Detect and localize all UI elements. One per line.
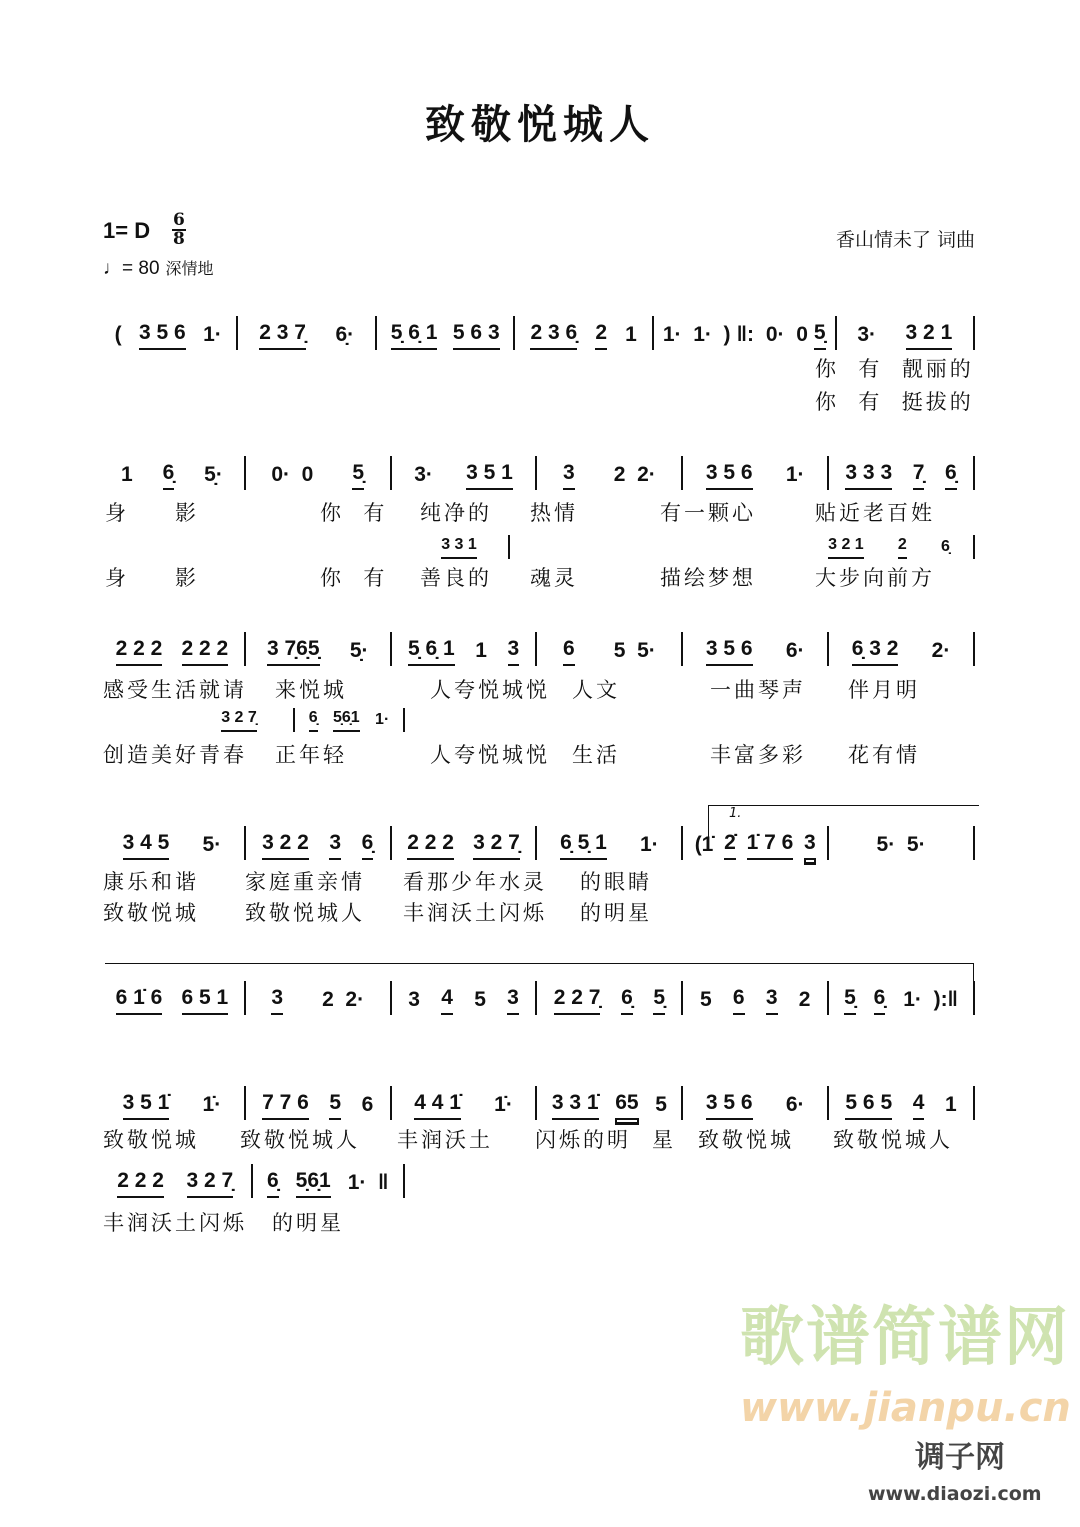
note-group: 5 6 5 (845, 1091, 892, 1120)
lyric-segment: 善良的 (420, 566, 492, 590)
lyric-segment: 你 有 (320, 566, 388, 590)
measure (654, 320, 835, 350)
lyric-segment: 闪烁的明 (535, 1128, 631, 1152)
measure (100, 830, 244, 860)
measure (837, 320, 973, 350)
note-group: 2 2 2 (116, 637, 163, 666)
note-group: 5 (329, 1091, 341, 1120)
note-group: 1̇· (494, 1093, 513, 1116)
note-group: 1· (640, 833, 659, 856)
notation-line (100, 830, 975, 860)
note-group: 2 2 7̣ (554, 986, 601, 1015)
measure (829, 460, 973, 490)
measure (246, 636, 390, 666)
measure (377, 320, 513, 350)
note-group: 4 4 1̇ (414, 1091, 461, 1120)
note-group: 3 4 5 (123, 831, 170, 860)
measure (185, 708, 293, 732)
note-group: 6̣ (874, 986, 886, 1015)
note-group: 1 (944, 1093, 957, 1116)
note-group: 1̇· (202, 1093, 222, 1116)
lyric-segment: 致敬悦城 (698, 1128, 794, 1152)
notation-line (100, 460, 975, 490)
notation-line (100, 1090, 975, 1120)
author-credit: 香山情未了 词曲 (835, 229, 975, 251)
lyric-segment: 你 有 靓丽的 (815, 357, 974, 381)
note-group: 5̣6̣1 (333, 708, 360, 732)
note-group: 3 5 6 (706, 1091, 753, 1120)
lyric-segment: 身 (105, 566, 129, 590)
note-group: 5· (202, 833, 222, 856)
note-group: 6̣ 5̣ 1 (560, 831, 607, 860)
lyric-segment: 正年轻 (275, 743, 347, 767)
note-group: 1· (375, 711, 390, 728)
measure (100, 460, 244, 490)
measure (410, 535, 508, 559)
lyric-segment: 丰润沃土闪烁 (103, 1211, 247, 1235)
note-group: 5 5· (613, 639, 656, 662)
lyric-segment: 丰润沃土闪烁 (403, 901, 547, 925)
lyric-segment: 的明星 (272, 1211, 344, 1235)
lyric-segment: 热情 (530, 501, 578, 525)
volta-label: 1. (729, 806, 742, 821)
lyric-segment: 致敬悦城人 (240, 1128, 360, 1152)
note-group: 0· 0 (760, 323, 808, 346)
note-group: 2 3 6̣ (530, 321, 577, 350)
note-group: 2 3 7̣ (259, 321, 306, 350)
lyric-segment: 描绘梦想 (660, 566, 756, 590)
lyric-segment: 人夸悦城悦 (430, 743, 550, 767)
measure (683, 1090, 827, 1120)
lyric-segment: 创造美好青春 (103, 743, 247, 767)
note-group: 5̣ (352, 461, 364, 490)
barline (973, 316, 975, 350)
note-group: 2 2· (613, 463, 656, 486)
lyric-segment: 的明星 (580, 901, 652, 925)
note-group: 2̇ (724, 831, 736, 860)
note-group: 5 (474, 988, 486, 1011)
song-title: 致敬悦城人 (425, 101, 655, 148)
measure (392, 1090, 536, 1120)
note-group: 5̣ (844, 986, 856, 1015)
note-group: 1· (785, 463, 805, 486)
measure (392, 830, 536, 860)
measure (829, 636, 973, 666)
note-group: ‖: (736, 323, 755, 346)
lyric-segment: 影 (175, 566, 199, 590)
lyric-segment: 魂灵 (530, 566, 578, 590)
measure (829, 830, 973, 860)
measure (246, 1090, 390, 1120)
measure (246, 985, 390, 1015)
lyric-segment: 丰润沃土 (397, 1128, 493, 1152)
barline (403, 1164, 405, 1198)
measure (537, 460, 681, 490)
note-group: 1 (120, 463, 133, 486)
note-group: 3 5 1̇ (123, 1091, 170, 1120)
measure (515, 320, 651, 350)
lyric-segment: 你 有 (320, 501, 388, 525)
tempo-value: ♩= 80 (103, 258, 160, 279)
note-group: 3 5 6 (706, 461, 753, 490)
measure (392, 460, 536, 490)
note-group: 2· (931, 639, 951, 662)
note-group: 6· (785, 639, 805, 662)
note-group: 1· ):‖ (903, 988, 959, 1011)
notation-line (100, 636, 975, 666)
note-group: 6̣ (362, 831, 374, 860)
note-group: 1 (475, 639, 487, 662)
note-group: 6 1̇ 6 (116, 986, 163, 1015)
measure (537, 1090, 681, 1120)
time-top: 6 (173, 210, 185, 230)
lyric-segment: 贴近老百姓 (815, 501, 935, 525)
lyric-segment: 影 (175, 501, 199, 525)
note-group: 1̇ 7 6 (747, 831, 794, 860)
lyric-segment: 一曲琴声 (710, 678, 806, 702)
lyric-segment: 致敬悦城人 (245, 901, 365, 925)
note-group: 6̣ (621, 986, 633, 1015)
note-group: 3 2 1 (828, 535, 864, 559)
note-group: 3 5 6 (139, 321, 186, 350)
note-group: 2 2· (322, 988, 365, 1011)
note-group: 3 3 3 (845, 461, 892, 490)
note-group: 2 (898, 535, 907, 559)
measure (100, 320, 236, 350)
measure (392, 636, 536, 666)
note-group: 1 (625, 323, 637, 346)
lyric-segment: 星 (652, 1128, 676, 1152)
tempo-marking (103, 257, 214, 282)
note-group: 1· 1· ) (662, 323, 731, 346)
time-signature (172, 212, 186, 248)
measure (392, 985, 536, 1015)
note-group: 6· (785, 1093, 805, 1116)
note-group: 3 5 6 (706, 637, 753, 666)
measure (537, 636, 681, 666)
note-group: 6̣ 3 2 (852, 637, 899, 666)
measure (829, 985, 973, 1015)
lyric-segment: 致敬悦城 (103, 1128, 199, 1152)
lyric-segment: 伴月明 (848, 678, 920, 702)
site-logo: 调子网 (915, 1440, 1005, 1475)
lyric-segment: 人夸悦城悦 (430, 678, 550, 702)
measure (246, 830, 390, 860)
note-group: 2 2 2 (182, 637, 229, 666)
note-group: 6 (361, 1093, 374, 1116)
note-group: 5 6 3 (453, 321, 500, 350)
note-group: 3 2 2 (262, 831, 309, 860)
measure (683, 460, 827, 490)
note-group: 3· (857, 323, 877, 346)
lyric-segment: 看那少年水灵 (403, 870, 547, 894)
note-group: 3 (507, 986, 519, 1015)
note-group: 3· (414, 463, 433, 486)
note-group: 6 5 1 (182, 986, 229, 1015)
notation-line (805, 535, 975, 559)
measure (683, 830, 827, 860)
time-bottom: 8 (173, 229, 185, 249)
note-group: 6̣ (940, 538, 950, 555)
notation-line (185, 708, 405, 732)
lyric-segment: 花有情 (848, 743, 920, 767)
note-group: 65 (615, 1091, 638, 1120)
measure (683, 636, 827, 666)
note-group: 3 (271, 986, 283, 1015)
note-group: 5̣· (204, 463, 223, 486)
note-group: 6 (733, 986, 745, 1015)
note-group: 5 (699, 988, 712, 1011)
lyric-segment: 家庭重亲情 (245, 870, 365, 894)
measure (100, 1168, 251, 1198)
note-group: 4 (913, 1091, 925, 1120)
barline (973, 826, 975, 860)
note-group: 3 2 1 (906, 321, 953, 350)
barline (973, 981, 975, 1015)
note-group: 3 (408, 988, 420, 1011)
note-group: 3 2 7̣ (187, 1169, 234, 1198)
barline (508, 535, 510, 559)
lyric-segment: 大步向前方 (815, 566, 935, 590)
note-group: 7̣ (913, 461, 925, 490)
watermark-url: www.jianpu.cn (740, 1385, 1071, 1431)
measure (246, 460, 390, 490)
barline (973, 1086, 975, 1120)
note-group: 2 (595, 321, 607, 350)
note-group: 3 3 1 (441, 535, 477, 559)
notation-line (100, 320, 975, 350)
lyric-segment: 有一颗心 (660, 501, 756, 525)
watermark-logo: 歌谱简谱网 (740, 1301, 1070, 1375)
measure (683, 985, 827, 1015)
note-group: 3 (508, 637, 520, 666)
note-group: 5· 5· (876, 833, 926, 856)
lyric-segment: 丰富多彩 (710, 743, 806, 767)
note-group: 5̣6̣1 (296, 1169, 331, 1198)
note-group: 4 (441, 986, 453, 1015)
measure (295, 708, 403, 732)
note-group: 5̣ (814, 321, 826, 350)
note-group: 6̣ (267, 1169, 279, 1198)
note-group: 3 2 7̣ (221, 708, 257, 732)
lyric-segment: 纯净的 (420, 501, 492, 525)
note-group: 3 (563, 461, 575, 490)
measure (100, 636, 244, 666)
barline (973, 632, 975, 666)
lyric-segment: 的眼睛 (580, 870, 652, 894)
note-group: 6 (563, 637, 575, 666)
note-group: 5̣ 6̣ 1 (391, 321, 438, 350)
note-group: 3 (804, 831, 816, 860)
notation-line (410, 535, 510, 559)
note-group: 1· (203, 323, 222, 346)
note-group: 6̣ (309, 708, 318, 732)
note-group: 5̣ 6̣ 1 (408, 637, 455, 666)
note-group: 3 5 1 (466, 461, 513, 490)
measure (100, 1090, 244, 1120)
barline (973, 535, 975, 559)
note-group: 3 (329, 831, 341, 860)
lyric-segment: 康乐和谐 (103, 870, 199, 894)
lyric-segment: 感受生活就请 (103, 678, 247, 702)
measure (829, 1090, 973, 1120)
lyric-segment: 生活 (572, 743, 620, 767)
note-group: 6̣ (163, 461, 175, 490)
note-group: 0· 0 (271, 463, 314, 486)
note-group: 2 (798, 988, 811, 1011)
note-group: 2 2 2 (407, 831, 454, 860)
note-group: (1̇ (694, 833, 714, 856)
key-signature: 1= D (103, 218, 151, 243)
notation-line (100, 985, 975, 1015)
note-group: 2 2 2 (117, 1169, 164, 1198)
lyric-segment: 来悦城 (275, 678, 347, 702)
note-group: 5 (655, 1093, 667, 1116)
lyric-segment: 人文 (572, 678, 620, 702)
measure (238, 320, 374, 350)
volta-bracket-continued (105, 963, 974, 984)
measure (537, 985, 681, 1015)
lyric-segment: 身 (105, 501, 129, 525)
note-group: 7 7 6 (262, 1091, 309, 1120)
measure (100, 985, 244, 1015)
note-group: 3 7̣6̣5̣ (267, 637, 320, 666)
note-group: 1· ‖ (347, 1171, 389, 1194)
site-url: www.diaozi.com (868, 1483, 1042, 1505)
expression: 深情地 (165, 261, 214, 278)
note-group: ( (114, 323, 122, 346)
note-group: 5̣ (653, 986, 665, 1015)
notation-line (100, 1168, 405, 1198)
measure (253, 1168, 404, 1198)
note-group: 6̣ (945, 461, 957, 490)
note-group: 3 3 1̇ (552, 1091, 599, 1120)
note-group: 6̣· (335, 323, 355, 346)
note-group: 5̣· (349, 639, 369, 662)
note-group: 3 2 7̣ (473, 831, 520, 860)
note-group: 3 (766, 986, 778, 1015)
barline (403, 708, 405, 732)
lyric-segment: 你 有 挺拔的 (815, 390, 974, 414)
lyric-segment: 致敬悦城 (103, 901, 199, 925)
lyric-segment: 致敬悦城人 (833, 1128, 953, 1152)
measure (805, 535, 973, 559)
measure (537, 830, 681, 860)
barline (973, 456, 975, 490)
